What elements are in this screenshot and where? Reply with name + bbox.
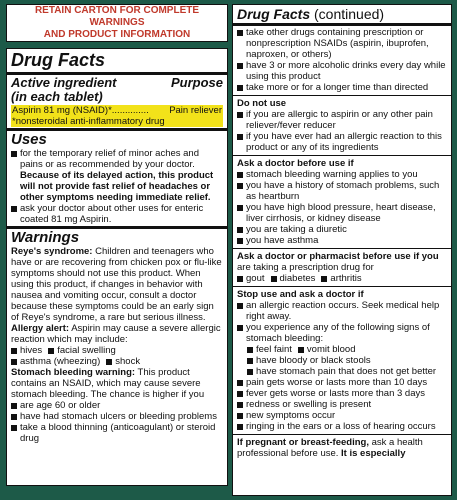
ingredient-highlight [11, 105, 223, 127]
ask-doctor-list [237, 169, 447, 246]
ingredient-name: Aspirin 81 mg (NSAID)*.............. [12, 105, 149, 116]
ask-doctor-heading: Ask a doctor before use if [237, 158, 354, 169]
list-item: if you have ever had an allergic reaction to this product or any of its ingredients [237, 131, 447, 153]
divider [233, 286, 451, 287]
continued-list [237, 27, 447, 93]
ask-pharmacist-text: Ask a doctor or pharmacist before use if you are taking a prescription drug for [237, 251, 439, 273]
pharmacist-list [237, 273, 447, 284]
list-item: diabetes [271, 273, 316, 284]
list-item: fever gets worse or lasts more than 3 days [237, 388, 447, 399]
list-item: you experience any of the following signs of stomach bleeding: [237, 322, 447, 344]
list-item: take a blood thinning (anticoagulant) or steroid drug [11, 422, 223, 444]
list-item: redness or swelling is present [237, 399, 447, 410]
list-item: are age 60 or older [11, 400, 223, 411]
list-item: you have asthma [237, 235, 447, 246]
uses-title: Uses [11, 131, 47, 148]
list-item: you are taking a diuretic [237, 224, 447, 235]
divider [233, 23, 451, 26]
list-item: arthritis [321, 273, 361, 284]
active-ingredient-header [11, 76, 223, 90]
stop-use-heading: Stop use and ask a doctor if [237, 289, 364, 300]
allergy-alert: Allergy alert: Aspirin may cause a severe allergic reaction which may include: [11, 323, 221, 345]
list-item: gout [237, 273, 265, 284]
drug-facts-continued-title: Drug Facts (continued) [237, 6, 385, 22]
ingredient-purpose: Pain reliever [169, 105, 222, 116]
bleeding-list [11, 400, 223, 444]
list-item: hives [11, 345, 42, 356]
active-ingredient-subheading: (in each tablet) [11, 89, 103, 104]
list-item: facial swelling [48, 345, 116, 356]
divider [233, 248, 451, 249]
list-item: have stomach pain that does not get better [247, 366, 447, 377]
drug-facts-panel [6, 48, 228, 486]
reyes-syndrome-warning: Reye's syndrome: Children and teenagers who have or are recovering from chicken pox or flu-like symptoms should not use this product. When using this product, if changes in behavior with nausea and vomiting occur, consult a doctor because these symptoms could be an early sign of Reye's syndrome, a rare but serious illness. [11, 246, 222, 323]
uses-list [11, 148, 223, 225]
list-item: if you are allergic to aspirin or any other pain reliever/fever reducer [237, 109, 447, 131]
delayed-action-warning: Because of its delayed action, this product will not provide fast relief of headaches or other symptoms needing immediate relief. [20, 170, 214, 203]
list-item: take more or for a longer time than directed [237, 82, 447, 93]
retain-carton-banner [6, 4, 228, 42]
purpose-heading: Purpose [170, 75, 223, 90]
list-item: vomit blood [298, 344, 356, 355]
list-item: take other drugs containing prescription or nonprescription NSAIDs (aspirin, ibuprofen, naproxen, or others) [237, 27, 447, 60]
list-item: have had stomach ulcers or bleeding problems [11, 411, 223, 422]
divider [233, 95, 451, 96]
list-item: have 3 or more alcoholic drinks every day while using this product [237, 60, 447, 82]
list-item: an allergic reaction occurs. Seek medical help right away. [237, 300, 447, 322]
stop-use-list [237, 300, 447, 432]
retain-line-2: AND PRODUCT INFORMATION [43, 29, 191, 40]
drug-facts-title: Drug Facts [11, 50, 106, 70]
list-item: asthma (wheezing) [11, 356, 100, 367]
divider [233, 434, 451, 435]
list-item: for the temporary relief of minor aches and pains or as recommended by your doctor. Because of its delayed action, this product will not provide fast relief of headaches or other symptoms needing immediate relief. [11, 148, 223, 203]
list-item: you have high blood pressure, heart disease, liver cirrhosis, or kidney disease [237, 202, 447, 224]
list-item: you have a history of stomach problems, such as heartburn [237, 180, 447, 202]
do-not-use-list [237, 109, 447, 153]
list-item: pain gets worse or lasts more than 10 days [237, 377, 447, 388]
divider [233, 155, 451, 156]
left-column [6, 4, 228, 496]
list-item: new symptoms occur [237, 410, 447, 421]
do-not-use-heading: Do not use [237, 98, 287, 109]
active-ingredient-heading: Active ingredient [11, 75, 117, 90]
list-item: stomach bleeding warning applies to you [237, 169, 447, 180]
list-item: feel faint [247, 344, 292, 355]
stomach-bleeding-warning: Stomach bleeding warning: This product contains an NSAID, which may cause severe stomach bleeding. The chance is higher if you [11, 367, 205, 400]
list-item: have bloody or black stools [247, 355, 447, 366]
right-column [232, 4, 452, 496]
pregnancy-warning: If pregnant or breast-feeding, ask a health professional before use. It is especially [237, 437, 423, 459]
retain-line-1: RETAIN CARTON FOR COMPLETE WARNINGS [34, 5, 200, 28]
nsaid-note: *nonsteroidal anti-inflammatory drug [12, 116, 165, 127]
list-item: ringing in the ears or a loss of hearing occurs [237, 421, 447, 432]
list-item: shock [106, 356, 140, 367]
allergy-list [11, 345, 223, 367]
list-item: ask your doctor about other uses for enteric coated 81 mg Aspirin. [11, 203, 223, 225]
warnings-title: Warnings [11, 229, 80, 246]
